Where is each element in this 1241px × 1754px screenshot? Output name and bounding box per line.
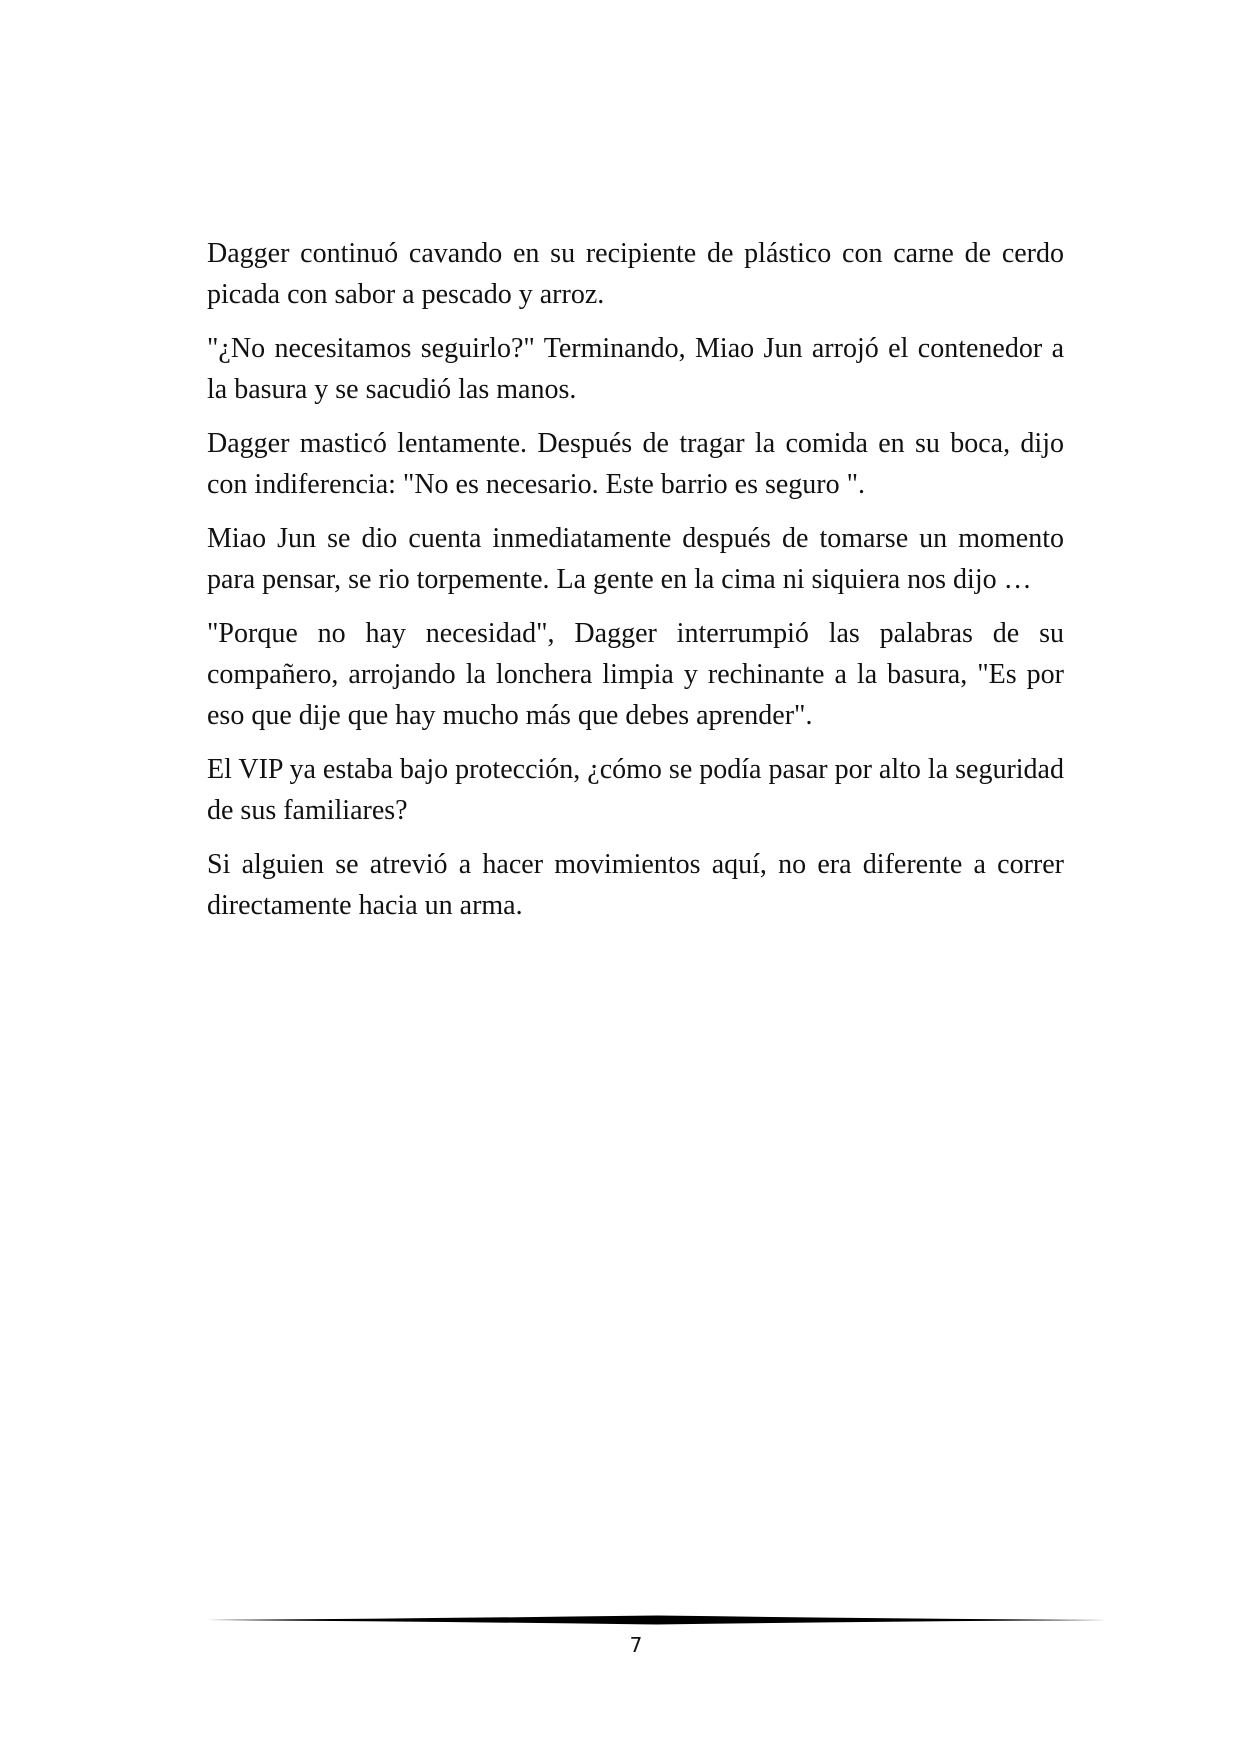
page-number: 7 <box>629 1633 643 1657</box>
paragraph-2: "¿No necesitamos seguirlo?" Terminando, Miao Jun arrojó el contenedor a la basura y se sacudió las manos. <box>207 333 1064 405</box>
paragraph-7: Si alguien se atrevió a hacer movimientos aquí, no era diferente a correr directamente hacia un arma. <box>207 849 1064 921</box>
paragraph-6: El VIP ya estaba bajo protección, ¿cómo se podía pasar por alto la seguridad de sus familiares? <box>207 754 1064 826</box>
body-text <box>207 233 1064 939</box>
paragraph-3: Dagger masticó lentamente. Después de tragar la comida en su boca, dijo con indiferencia: "No es necesario. Este barrio es seguro ". <box>207 428 1064 500</box>
paragraph-5: "Porque no hay necesidad", Dagger interrumpió las palabras de su compañero, arrojando la lonchera limpia y rechinante a la basura, "Es por eso que dije que hay mucho más que debes aprender". <box>207 618 1064 731</box>
paragraph-1: Dagger continuó cavando en su recipiente de plástico con carne de cerdo picada con sabor a pescado y arroz. <box>207 238 1064 310</box>
footer-rule <box>207 1613 1107 1627</box>
paragraph-4: Miao Jun se dio cuenta inmediatamente después de tomarse un momento para pensar, se rio torpemente. La gente en la cima ni siquiera nos dijo … <box>207 523 1064 595</box>
